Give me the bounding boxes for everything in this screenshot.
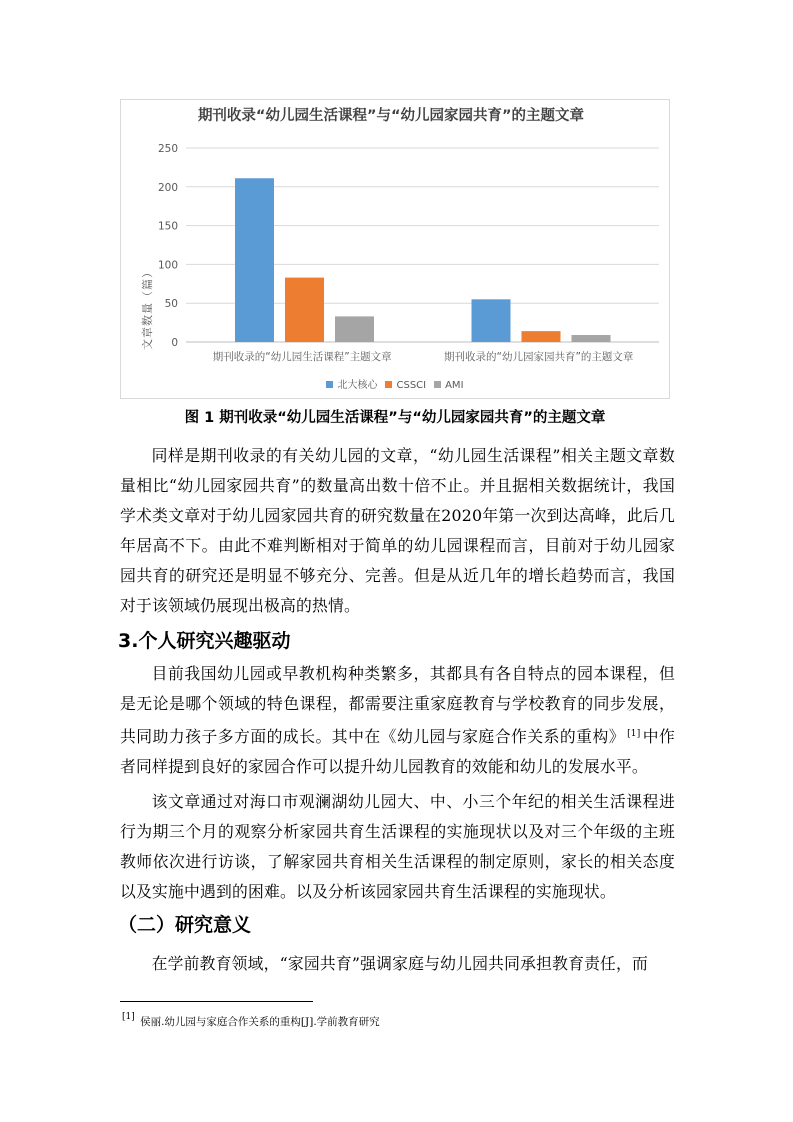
bar-AMI-0 — [335, 316, 374, 342]
chart-legend — [121, 376, 669, 391]
bar-CSSCI-1 — [522, 331, 561, 342]
paragraph-3: 该文章通过对海口市观澜湖幼儿园大、中、小三个年纪的相关生活课程进行为期三个月的观察分析家园共育生活课程的实施现状以及对三个年级的主班教师依次进行访谈，了解家园共育相关生活课程的制定原则，家长的相关态度以及实施中遇到的困难。以及分析该园家园共育生活课程的实施现状。 — [120, 792, 675, 901]
legend-swatch — [326, 381, 333, 388]
x-category-label: 期刊收录的“幼儿园生活课程”主题文章 — [212, 351, 392, 363]
reference-marker[interactable]: [1] — [627, 729, 641, 739]
paragraph-2 — [120, 659, 675, 782]
paragraph-4: 在学前教育领域，“家园共育”强调家庭与幼儿园共同承担教育责任，而 — [151, 954, 649, 973]
legend-label: 北大核心 — [337, 380, 378, 391]
footnote-marker: [1] — [122, 1012, 135, 1022]
legend-label: AMI — [445, 380, 464, 391]
paragraph-2-text-a: 目前我国幼儿园或早教机构种类繁多，其都具有各自特点的园本课程，但是无论是哪个领域的特色课程，都需要注重家庭教育与学校教育的同步发展，共同助力孩子多方面的成长。其中在《幼儿园与家庭合作关系的重构》 — [120, 664, 675, 746]
y-tick-label: 100 — [157, 259, 178, 272]
y-tick-label: 250 — [157, 143, 178, 155]
section-heading-3: 3.个人研究兴趣驱动 — [118, 630, 291, 652]
y-tick-label: 200 — [157, 181, 178, 194]
figure-caption: 图 1 期刊收录“幼儿园生活课程”与“幼儿园家园共育”的主题文章 — [184, 410, 606, 426]
bar-北大核心-1 — [472, 299, 511, 342]
y-tick-label: 0 — [171, 337, 178, 349]
footnote — [120, 1009, 380, 1030]
y-tick-label: 50 — [164, 298, 178, 311]
footnote-text: 侯丽.幼儿园与家庭合作关系的重构[J].学前教育研究 — [140, 1016, 380, 1028]
footnote-divider — [120, 1001, 313, 1002]
legend-item — [385, 380, 426, 391]
bar-chart — [120, 99, 670, 399]
paragraph-2-text-b: 中作者同样提到良好的家园合作可以提升幼儿园教育的效能和幼儿的发展水平。 — [120, 727, 676, 776]
legend-swatch — [434, 381, 441, 388]
y-axis-label: 文章数量（篇） — [141, 266, 154, 350]
chart-plot — [121, 100, 669, 398]
legend-swatch — [385, 381, 392, 388]
legend-item — [326, 376, 377, 391]
y-tick-label: 150 — [157, 220, 178, 233]
chart-title: 期刊收录“幼儿园生活课程”与“幼儿园家园共育”的主题文章 — [197, 108, 585, 124]
bar-CSSCI-0 — [285, 278, 324, 342]
paragraph-1: 同样是期刊收录的有关幼儿园的文章，“幼儿园生活课程”相关主题文章数量相比“幼儿园家园共育”的数量高出数十倍不止。并且据相关数据统计，我国学术类文章对于幼儿园家园共育的研究数量在2020年第一次到达高峰，此后几年居高不下。由此不难判断相对于简单的幼儿园课程而言，目前对于幼儿园家园共育的研究还是明显不够充分、完善。但是从近几年的增长趋势而言，我国对于该领域仍展现出极高的热情。 — [120, 446, 675, 615]
legend-item — [434, 380, 463, 391]
legend-label: CSSCI — [396, 380, 427, 391]
bar-AMI-1 — [572, 335, 611, 342]
section-heading-research-significance: （二）研究意义 — [118, 914, 252, 936]
bar-北大核心-0 — [235, 178, 274, 342]
x-category-label: 期刊收录的“幼儿园家园共育”的主题文章 — [444, 351, 634, 363]
